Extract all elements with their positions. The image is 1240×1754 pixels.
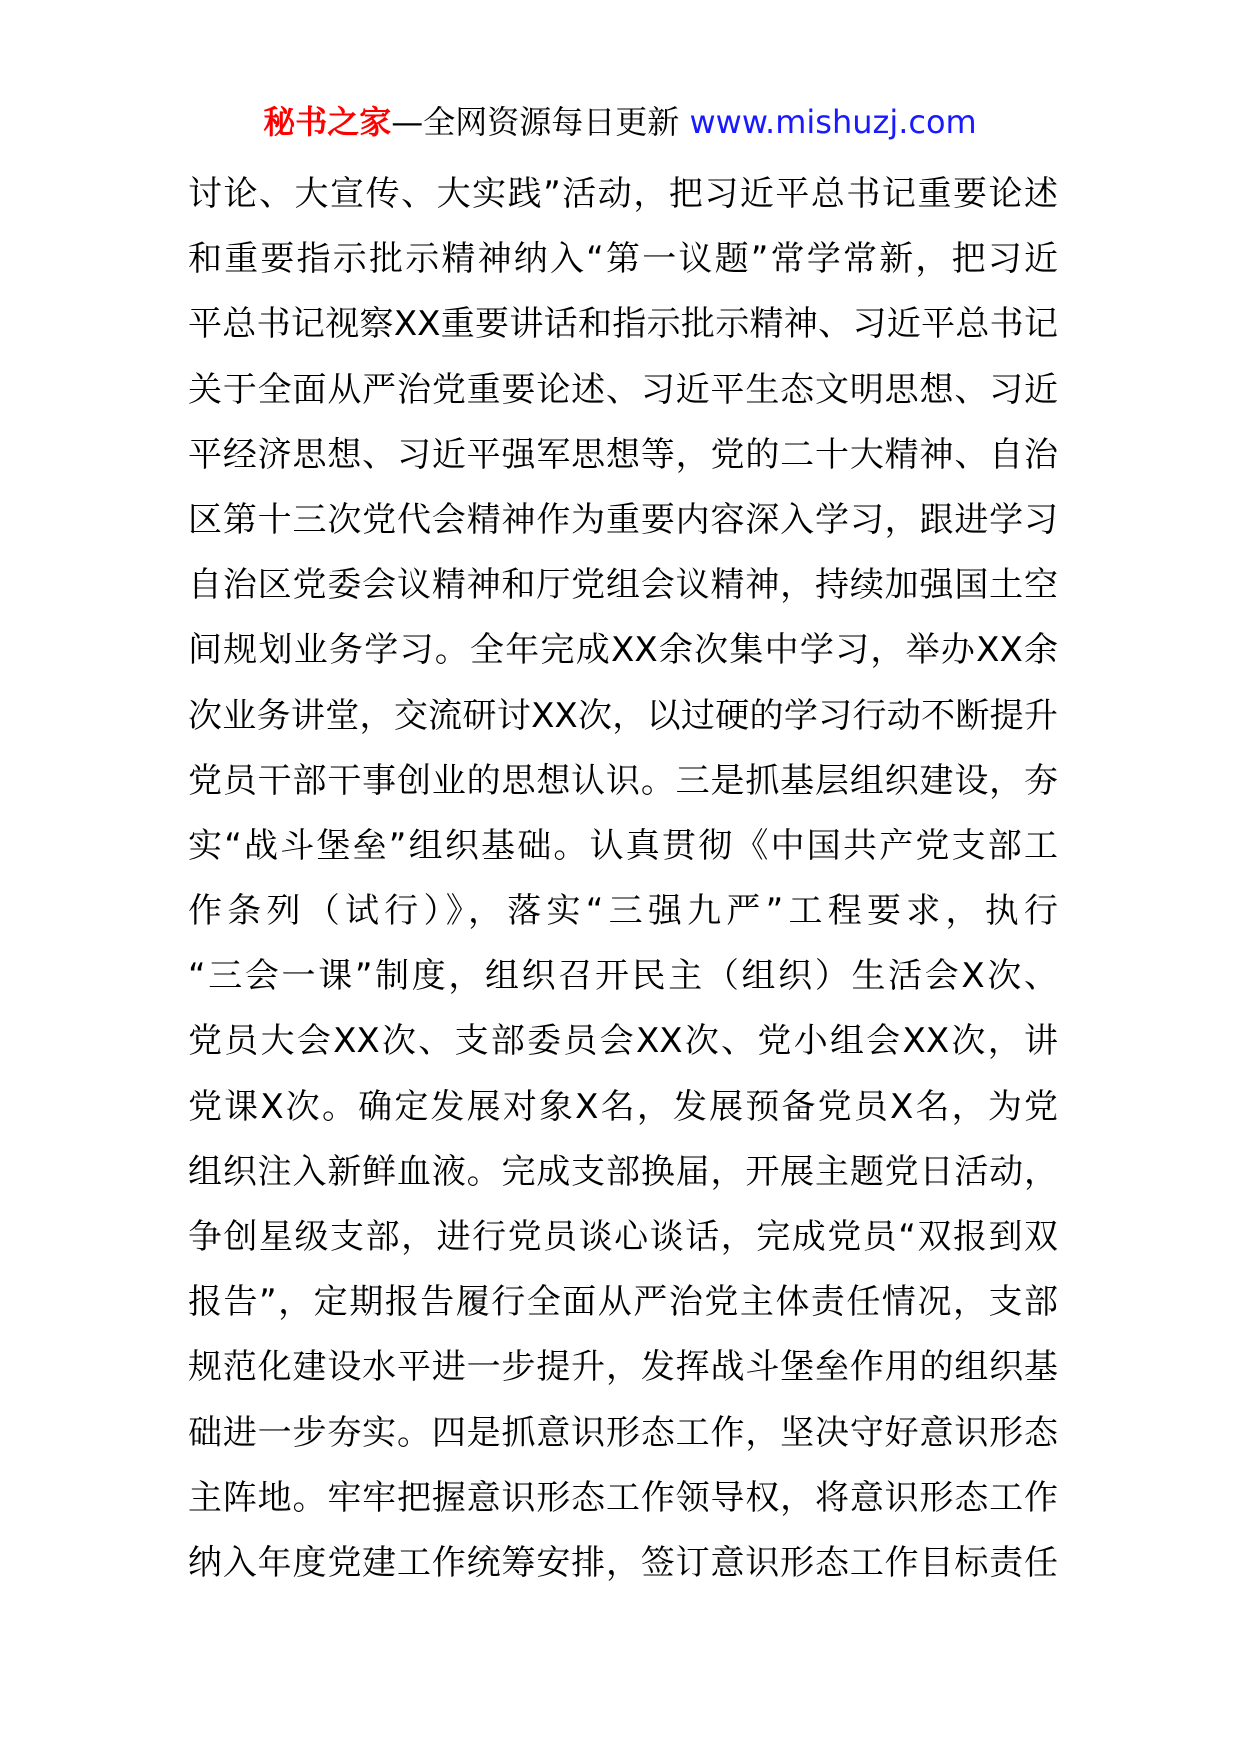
text-line: 组织注入新鲜血液。完成支部换届，开展主题党日活动，: [188, 1151, 1058, 1192]
site-header: [0, 100, 1240, 144]
text-line: “三会一课”制度，组织召开民主（组织）生活会X次、: [188, 956, 1058, 997]
site-url-link[interactable]: www.mishuzj.com: [689, 103, 977, 141]
text-line: 和重要指示批示精神纳入“第一议题”常学常新，把习近: [188, 239, 1058, 280]
text-line: 自治区党委会议精神和厅党组会议精神，持续加强国土空: [188, 565, 1058, 606]
text-line: 区第十三次党代会精神作为重要内容深入学习，跟进学习: [188, 499, 1058, 540]
text-line: 争创星级支部，进行党员谈心谈话，完成党员“双报到双: [188, 1217, 1058, 1257]
document-body: [188, 162, 1058, 1596]
text-line: 讨论、大宣传、大实践”活动，把习近平总书记重要论述: [188, 174, 1058, 214]
text-line: 党课X次。确定发展对象X名，发展预备党员X名，为党: [188, 1086, 1058, 1127]
text-line: 规范化建设水平进一步提升，发挥战斗堡垒作用的组织基: [188, 1347, 1058, 1388]
text-line: 础进一步夯实。四是抓意识形态工作，坚决守好意识形态: [188, 1412, 1058, 1453]
text-line: 作条列（试行）》，落实“三强九严”工程要求，执行: [188, 891, 1058, 932]
text-line: 平总书记视察XX重要讲话和指示批示精神、习近平总书记: [188, 304, 1058, 345]
text-line: 次业务讲堂，交流研讨XX次，以过硬的学习行动不断提升: [188, 695, 1058, 736]
text-line: 党员大会XX次、支部委员会XX次、党小组会XX次，讲: [188, 1021, 1058, 1062]
text-line: 实“战斗堡垒”组织基础。认真贯彻《中国共产党支部工: [188, 825, 1058, 866]
text-line: 主阵地。牢牢把握意识形态工作领导权，将意识形态工作: [188, 1477, 1058, 1518]
text-line: 平经济思想、习近平强军思想等，党的二十大精神、自治: [188, 434, 1058, 475]
text-line: 关于全面从严治党重要论述、习近平生态文明思想、习近: [188, 369, 1058, 410]
brand-name: 秘书之家: [263, 103, 392, 141]
text-line: 党员干部干事创业的思想认识。三是抓基层组织建设，夯: [188, 760, 1058, 801]
text-line: 纳入年度党建工作统筹安排，签订意识形态工作目标责任: [188, 1542, 1058, 1583]
text-line: 间规划业务学习。全年完成XX余次集中学习，举办XX余: [188, 630, 1058, 671]
text-line: 报告”，定期报告履行全面从严治党主体责任情况，支部: [188, 1282, 1058, 1323]
header-tagline: —全网资源每日更新: [391, 103, 680, 141]
